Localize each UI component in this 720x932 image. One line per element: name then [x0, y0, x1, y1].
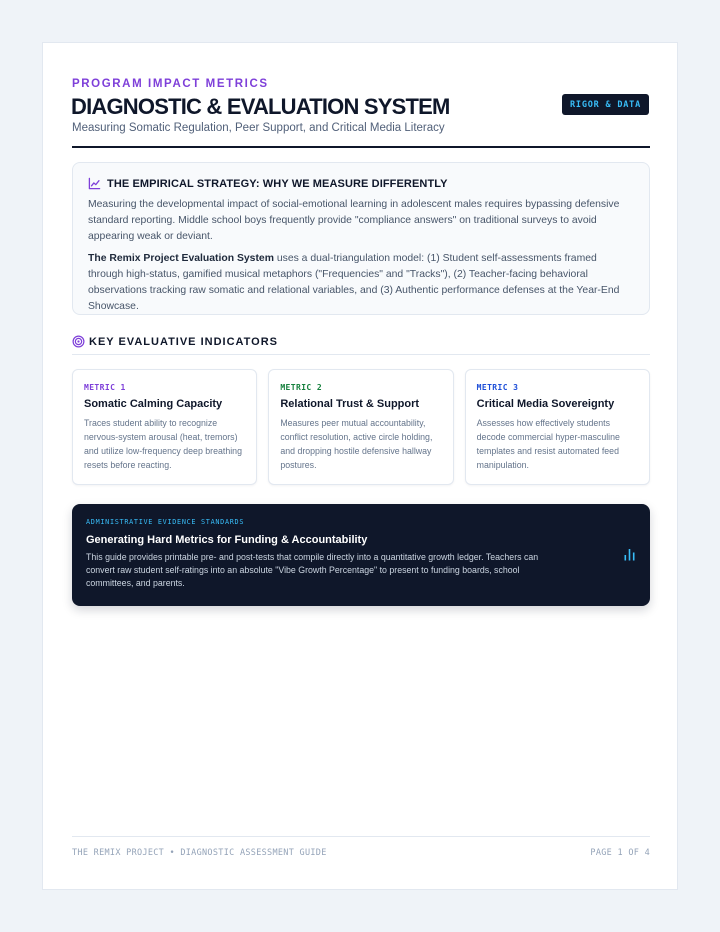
metric-description: Assesses how effectively students decode commercial hyper-masculine templates and resist automated feed manipulation. — [476, 418, 620, 470]
metric-card-3 — [465, 369, 650, 485]
metrics-grid — [72, 369, 650, 485]
document-page — [42, 42, 678, 890]
evidence-tag: ADMINISTRATIVE EVIDENCE STANDARDS — [86, 518, 245, 526]
header-divider — [72, 146, 650, 148]
metric-title: Somatic Calming Capacity — [84, 398, 223, 410]
page-number: PAGE 1 OF 4 — [590, 848, 650, 858]
strategy-paragraph-2 — [88, 251, 634, 315]
metric-description: Traces student ability to recognize nervous-system arousal (heat, tremors) and utilize low-frequency deep breathing resets before reacting. — [84, 418, 242, 470]
eyebrow-label: PROGRAM IMPACT METRICS — [72, 78, 269, 90]
bar-chart-icon — [624, 548, 635, 561]
evaluation-system-name: The Remix Project Evaluation System — [88, 253, 274, 264]
footer-guide-title: THE REMIX PROJECT • DIAGNOSTIC ASSESSMENT GUIDE — [72, 848, 327, 858]
strategy-paragraph-2-text: uses a dual-triangulation model: (1) Student self-assessments framed through high-status, gamified musical metaphors ("Frequencies" and "Tracks"), (2) Teacher-facing behavioral observations tracking raw somatic and relational variables, and (3) Authentic performance defenses at the Year-End Showcase. — [88, 253, 620, 312]
strategy-title: THE EMPIRICAL STRATEGY: WHY WE MEASURE DIFFERENTLY — [107, 177, 448, 190]
metric-number: METRIC 3 — [476, 383, 519, 392]
page-title: DIAGNOSTIC & EVALUATION SYSTEM — [71, 94, 450, 119]
target-icon — [72, 335, 85, 348]
indicators-title: KEY EVALUATIVE INDICATORS — [89, 335, 279, 348]
rigor-badge: RIGOR & DATA — [562, 94, 649, 115]
strategy-paragraph-1: Measuring the developmental impact of social-emotional learning in adolescent males requires bypassing defensive standard reporting. Middle school boys frequently provide "compliance answers" on traditional surveys to avoid appearing weak or deviant. — [88, 199, 620, 242]
line-chart-icon — [88, 177, 101, 190]
page-subtitle: Measuring Somatic Regulation, Peer Support, and Critical Media Literacy — [72, 122, 445, 134]
indicators-section-header — [72, 335, 650, 355]
page-footer — [72, 836, 650, 858]
metric-number: METRIC 1 — [84, 383, 126, 392]
metric-title: Critical Media Sovereignty — [476, 398, 615, 410]
strategy-header — [88, 177, 634, 190]
metric-number: METRIC 2 — [280, 383, 323, 392]
strategy-callout — [72, 162, 650, 315]
metric-title: Relational Trust & Support — [280, 398, 420, 410]
evidence-standards-panel — [72, 504, 650, 606]
metric-card-1 — [72, 369, 257, 485]
evidence-title: Generating Hard Metrics for Funding & Accountability — [86, 534, 368, 546]
metric-card-2 — [268, 369, 453, 485]
evidence-text: This guide provides printable pre- and post-tests that compile directly into a quantitative growth ledger. Teachers can convert raw student self-ratings into an absolute "Vibe Growth Percentage" to present to funding boards, school committees, and parents. — [86, 552, 539, 588]
metric-description: Measures peer mutual accountability, conflict resolution, active circle holding, and dropping hostile defensive hallway postures. — [280, 418, 433, 470]
